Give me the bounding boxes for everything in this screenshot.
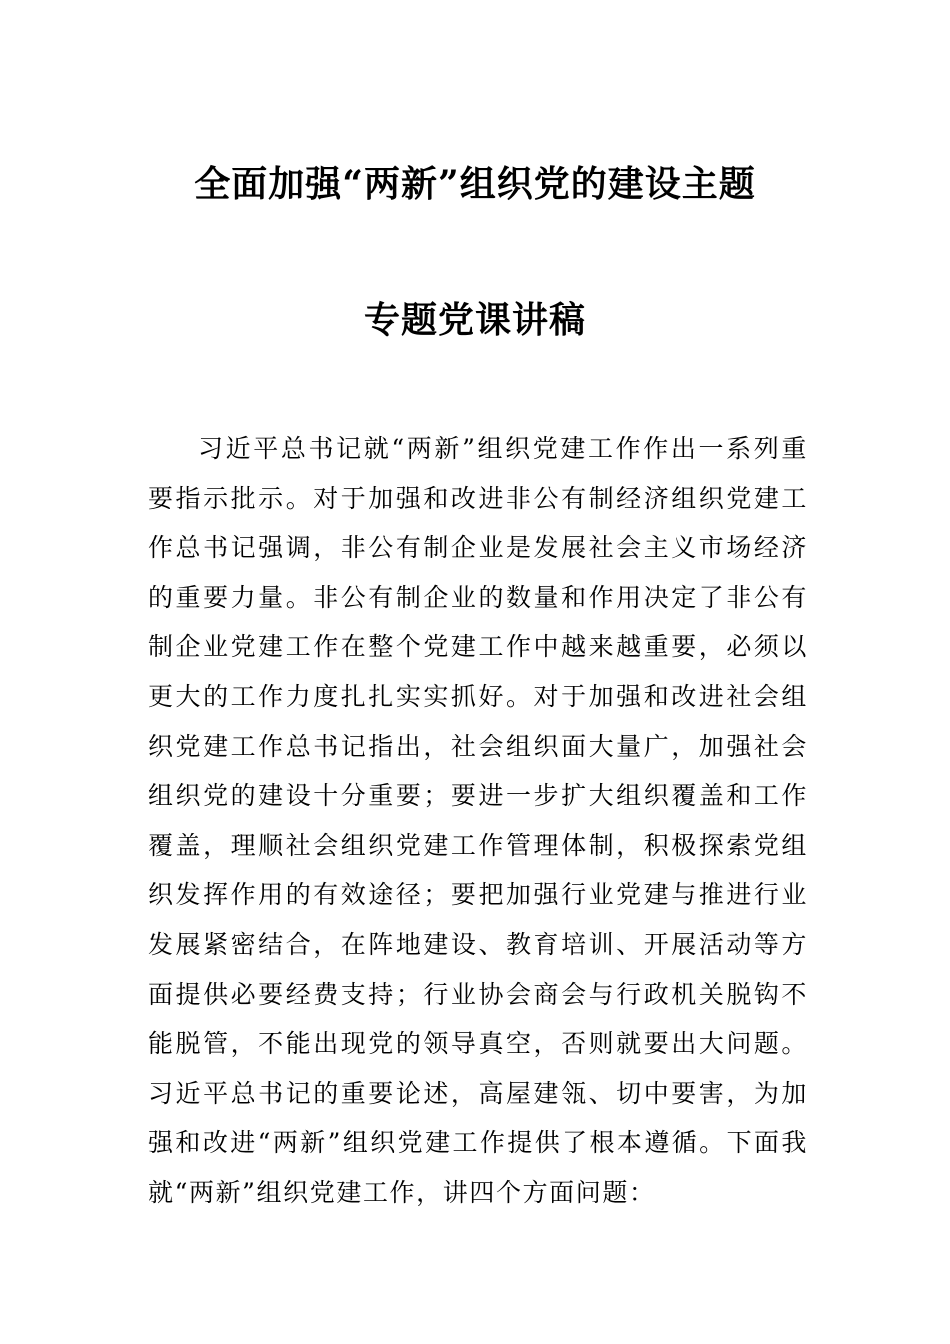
document-subtitle: 专题党课讲稿 (363, 299, 586, 341)
document-title: 全面加强“两新”组织党的建设主题 (194, 163, 756, 205)
body-paragraph: 习近平总书记就“两新”组织党建工作作出一系列重要指示批示。对于加强和改进非公有制经济组织党建工作总书记强调，非公有制企业是发展社会主义市场经济的重要力量。非公有制企业的数量和作用决定了非公有制企业党建工作在整个党建工作中越来越重要，必须以更大的工作力度扎扎实实抓好。对于加强和改进社会组织党建工作总书记指出，社会组织面大量广，加强社会组织党的建设十分重要；要进一步扩大组织覆盖和工作覆盖，理顺社会组织党建工作管理体制，积极探索党组织发挥作用的有效途径；要把加强行业党建与推进行业发展紧密结合，在阵地建设、教育培训、开展活动等方面提供必要经费支持；行业协会商会与行政机关脱钩不能脱管，不能出现党的领导真空，否则就要出大问题。习近平总书记的重要论述，高屋建瓴、切中要害，为加强和改进“两新”组织党建工作提供了根本遵循。下面我就“两新”组织党建工作，讲四个方面问题： (148, 434, 808, 1207)
